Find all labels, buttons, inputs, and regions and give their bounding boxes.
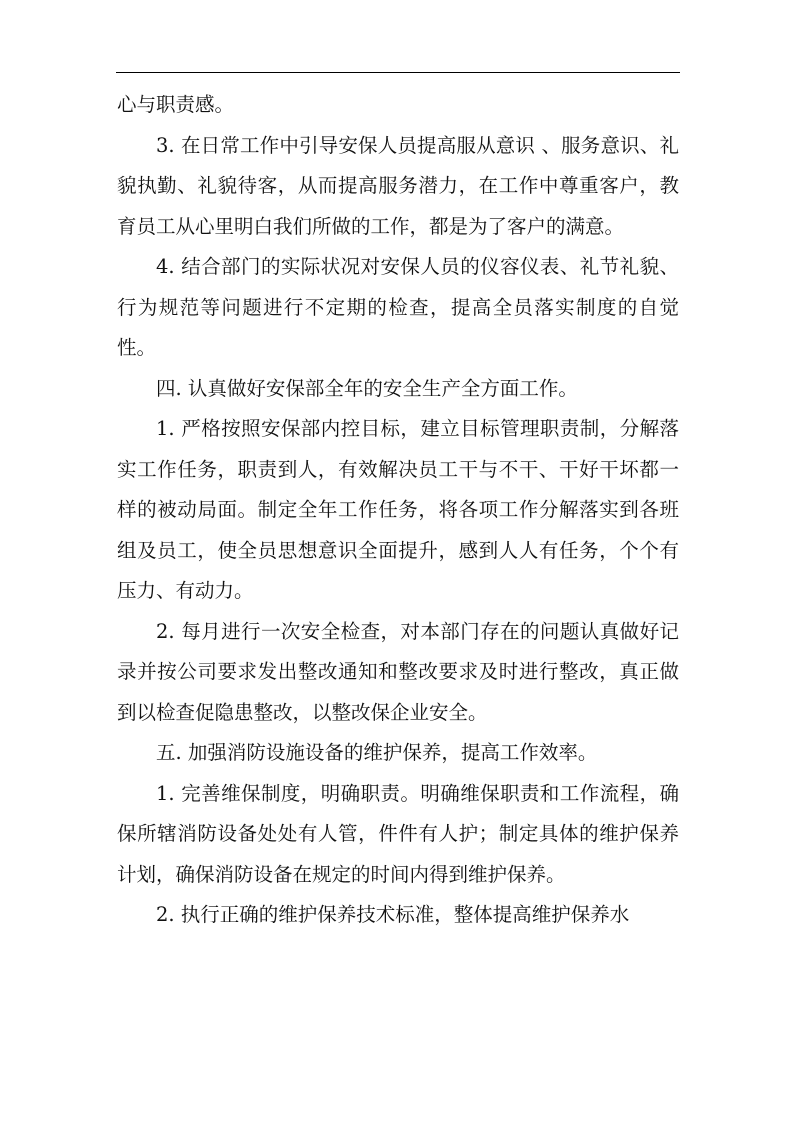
- section-heading-5: 五. 加强消防设施设备的维护保养，提高工作效率。: [156, 741, 598, 764]
- header-divider: [116, 72, 680, 73]
- paragraph-item-2: 2. 执行正确的维护保养技术标准，整体提高维护保养水: [156, 903, 630, 926]
- paragraph-item-3: 3. 在日常工作中引导安保人员提高服从意识 、服务意识、礼貌执勤、礼貌待客，从而提高服务潜力，在工作中尊重客户，教育员工从心里明白我们所做的工作，都是为了客户的满意。: [117, 133, 679, 238]
- paragraph-item-1: 1. 严格按照安保部内控目标，建立目标管理职责制，分解落实工作任务，职责到人，有效解决员工干与不干、干好干坏都一样的被动局面。制定全年工作任务，将各项工作分解落实到各班组及员工，使全员思想意识全面提升，感到人人有任务，个个有压力、有动力。: [117, 417, 679, 602]
- paragraph-continuation: 心与职责感。: [117, 93, 235, 116]
- paragraph-item-1: 1. 完善维保制度，明确职责。明确维保职责和工作流程，确保所辖消防设备处处有人管，件件有人护；制定具体的维护保养计划，确保消防设备在规定的时间内得到维护保养。: [117, 781, 679, 886]
- document-body: [117, 85, 679, 936]
- paragraph-item-4: 4. 结合部门的实际状况对安保人员的仪容仪表、礼节礼貌、行为规范等问题进行不定期的检查，提高全员落实制度的自觉性。: [117, 255, 679, 359]
- section-heading-4: 四. 认真做好安保部全年的安全生产全方面工作。: [156, 376, 578, 400]
- paragraph-item-2: 2. 每月进行一次安全检查，对本部门存在的问题认真做好记录并按公司要求发出整改通知和整改要求及时进行整改，真正做到以检查促隐患整改，以整改保企业安全。: [117, 619, 679, 724]
